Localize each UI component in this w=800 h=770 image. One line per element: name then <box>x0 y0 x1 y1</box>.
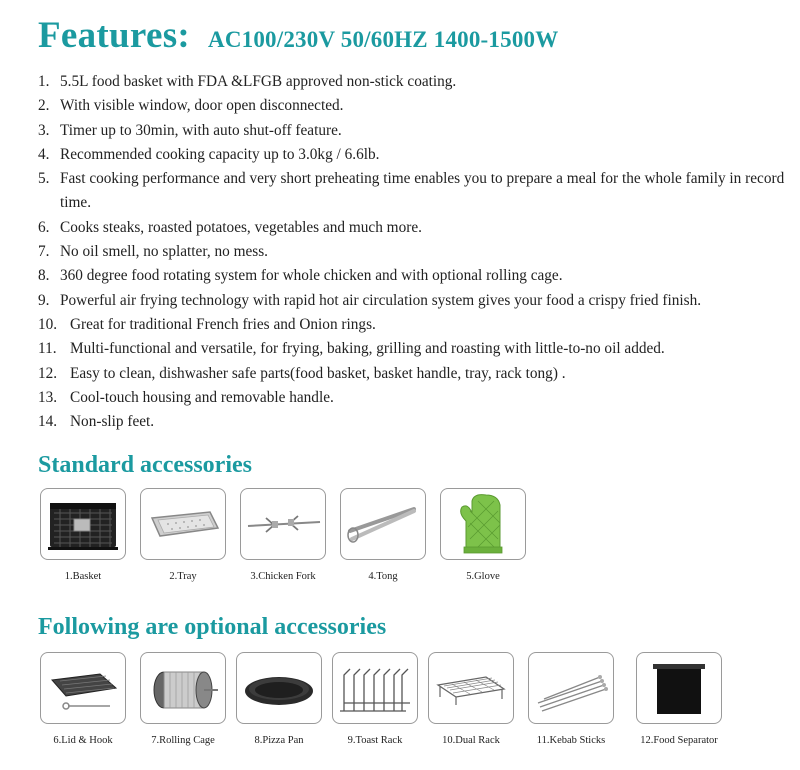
accessory-toast-rack <box>332 652 418 746</box>
tong-icon <box>344 499 422 549</box>
accessory-label: 7.Rolling Cage <box>151 735 215 746</box>
accessory-glove <box>440 488 526 582</box>
accessory-lid-hook <box>40 652 126 746</box>
rolling-cage-icon <box>144 658 222 718</box>
list-item: 6. Cooks steaks, roasted potatoes, vegetables and much more. <box>38 218 422 236</box>
toast-rack-image[interactable] <box>332 652 418 724</box>
power-spec: AC100/230V 50/60HZ 1400-1500W <box>208 27 559 52</box>
list-item: 8. 360 degree food rotating system for whole chicken and with optional rolling cage. <box>38 267 563 285</box>
list-item: 12. Easy to clean, dishwasher safe parts(food basket, basket handle, tray, rack tong) . <box>38 364 566 382</box>
glove-icon <box>448 491 518 557</box>
accessory-label: 5.Glove <box>466 571 500 582</box>
features-list <box>38 70 788 434</box>
chicken-fork-icon <box>244 504 322 544</box>
accessory-label: 3.Chicken Fork <box>250 571 316 582</box>
tray-image[interactable] <box>140 488 226 560</box>
accessory-tong <box>340 488 426 582</box>
list-item: 9. Powerful air frying technology with rapid hot air circulation system gives your food a crispy fried finish. <box>38 291 702 309</box>
page-header <box>38 14 558 57</box>
list-item: 14. Non-slip feet. <box>38 413 155 431</box>
accessory-food-separator <box>636 652 722 746</box>
kebab-sticks-image[interactable] <box>528 652 614 724</box>
glove-image[interactable] <box>440 488 526 560</box>
lid-hook-image[interactable] <box>40 652 126 724</box>
accessory-label: 8.Pizza Pan <box>254 735 304 746</box>
accessory-rolling-cage <box>140 652 226 746</box>
pizza-pan-image[interactable] <box>236 652 322 724</box>
accessory-dual-rack <box>428 652 514 746</box>
list-item: 7. No oil smell, no splatter, no mess. <box>38 243 269 261</box>
accessory-label: 4.Tong <box>368 571 398 582</box>
accessory-label: 1.Basket <box>64 571 102 582</box>
list-item: 4. Recommended cooking capacity up to 3.0kg / 6.6lb. <box>38 145 380 163</box>
food-separator-icon <box>647 658 711 718</box>
list-item: 10. Great for traditional French fries and Onion rings. <box>38 315 376 333</box>
list-item: 2. With visible window, door open disconnected. <box>38 97 344 115</box>
list-item: 11. Multi-functional and versatile, for frying, baking, grilling and roasting with little-to-no oil added. <box>38 340 665 358</box>
optional-accessories-title: Following are optional accessories <box>38 614 387 640</box>
list-item: 1. 5.5L food basket with FDA &LFGB approved non-stick coating. <box>38 73 457 90</box>
tray-icon <box>144 504 222 544</box>
toast-rack-icon <box>336 657 414 719</box>
accessory-label: 11.Kebab Sticks <box>536 735 606 746</box>
tong-image[interactable] <box>340 488 426 560</box>
basket-image[interactable] <box>40 488 126 560</box>
accessory-kebab-sticks <box>528 652 614 746</box>
list-item: 5. Fast cooking performance and very short preheating time enables you to prepare a meal for the whole family in record time. <box>38 170 785 212</box>
dual-rack-icon <box>432 663 510 713</box>
rolling-cage-image[interactable] <box>140 652 226 724</box>
accessory-chicken-fork <box>240 488 326 582</box>
accessory-pizza-pan <box>236 652 322 746</box>
page-title: Features: <box>38 15 191 56</box>
basket-icon <box>44 493 122 555</box>
accessory-label: 2.Tray <box>169 571 197 582</box>
food-separator-image[interactable] <box>636 652 722 724</box>
accessory-label: 12.Food Separator <box>640 735 718 746</box>
list-item: 3. Timer up to 30min, with auto shut-off feature. <box>38 121 342 139</box>
list-item: 13. Cool-touch housing and removable handle. <box>38 388 334 406</box>
accessory-label: 9.Toast Rack <box>347 735 403 746</box>
standard-accessories-title: Standard accessories <box>38 452 252 478</box>
chicken-fork-image[interactable] <box>240 488 326 560</box>
pizza-pan-icon <box>240 663 318 713</box>
accessory-basket <box>40 488 126 582</box>
accessory-tray <box>140 488 226 582</box>
lid-hook-icon <box>44 658 122 718</box>
accessory-label: 10.Dual Rack <box>442 735 500 746</box>
kebab-sticks-icon <box>532 663 610 713</box>
accessory-label: 6.Lid & Hook <box>53 735 113 746</box>
dual-rack-image[interactable] <box>428 652 514 724</box>
